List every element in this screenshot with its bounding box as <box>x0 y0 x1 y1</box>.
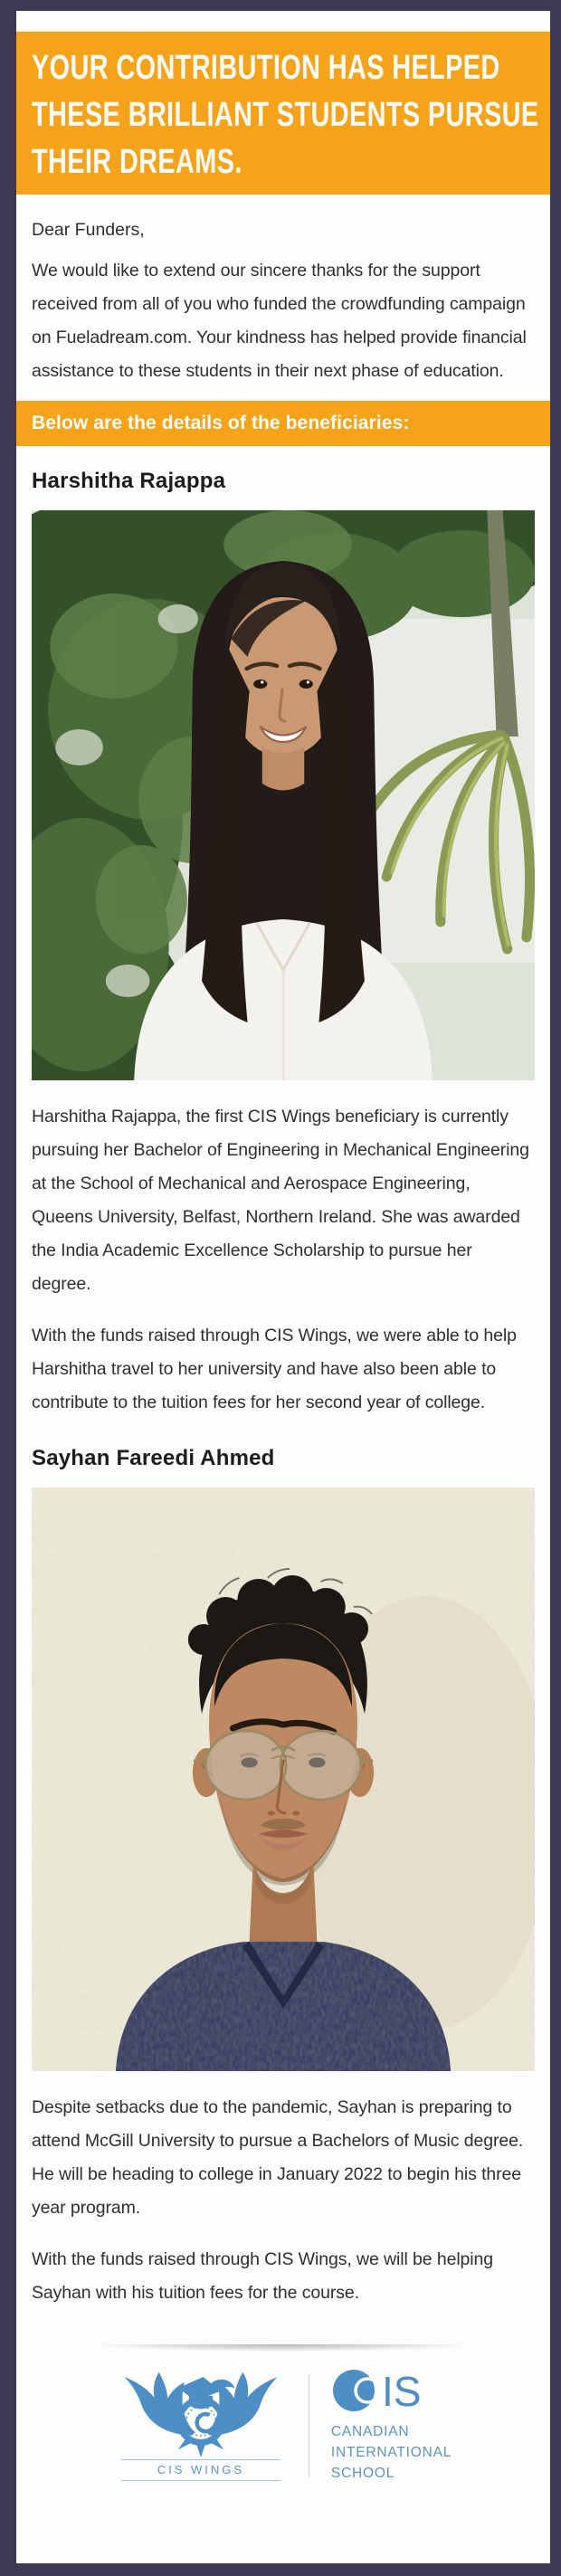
canadian-international-school-logo <box>331 2367 452 2484</box>
svg-text:IS: IS <box>381 2368 422 2414</box>
school-name-line: SCHOOL <box>330 2466 395 2481</box>
hero-banner <box>16 32 550 195</box>
harshitha-paragraph-1: Harshitha Rajappa, the first CIS Wings beneficiary is currently pursuing her Bachelor of Engineering in Mechanical Engineering at the School of Mechanical and Aerospace Engineering, Queens University, Belfast, Northern Ireland. She was awarded the India Academic Excellence Scholarship to pursue her degree. <box>32 1107 529 1294</box>
neck <box>262 747 305 791</box>
cis-wings-logo <box>115 2371 287 2481</box>
beneficiary-name-sayhan: Sayhan Fareedi Ahmed <box>32 1446 275 1470</box>
school-name-line: INTERNATIONAL <box>330 2445 452 2460</box>
hero-title-line: THEIR DREAMS. <box>32 143 242 181</box>
cis-wings-eagle-icon <box>115 2371 287 2457</box>
school-name-line: CANADIAN <box>330 2424 410 2439</box>
sayhan-paragraph-2: With the funds raised through CIS Wings, we will be helping Sayhan with his tuition fees for the course. <box>32 2249 494 2303</box>
top-white-strip <box>16 11 550 32</box>
email-card <box>16 11 550 2563</box>
footer <box>32 2367 535 2502</box>
harshitha-portrait-photo <box>32 510 535 1080</box>
hero-title-line: YOUR CONTRIBUTION HAS HELPED <box>32 49 500 87</box>
cis-wings-label: CIS WINGS <box>121 2459 280 2481</box>
cis-monogram-icon <box>331 2367 433 2414</box>
hero-title-line: THESE BRILLIANT STUDENTS PURSUE <box>32 96 539 134</box>
beneficiary-name-harshitha: Harshitha Rajappa <box>32 469 226 493</box>
harshitha-paragraph-2: With the funds raised through CIS Wings, we were able to help Harshitha travel to her university and have also been able to contribute to the tuition fees for her second year of college. <box>32 1326 517 1412</box>
intro-paragraph: We would like to extend our sincere thanks for the support received from all of you who funded the crowdfunding campaign on Fueladream.com. Your kindness has helped provide financial assistance to these students in their next phase of education. <box>32 261 527 381</box>
footer-shadow-divider <box>24 2344 542 2354</box>
beneficiaries-section-banner: Below are the details of the beneficiaries: <box>16 401 550 446</box>
sayhan-portrait-photo <box>32 1488 535 2071</box>
greeting-text: Dear Funders, <box>32 220 145 240</box>
email-body <box>16 216 550 2502</box>
sayhan-paragraph-1: Despite setbacks due to the pandemic, Sayhan is preparing to attend McGill University to pursue a Bachelors of Music degree. He will be heading to college in January 2022 to begin his three year program. <box>32 2097 524 2218</box>
